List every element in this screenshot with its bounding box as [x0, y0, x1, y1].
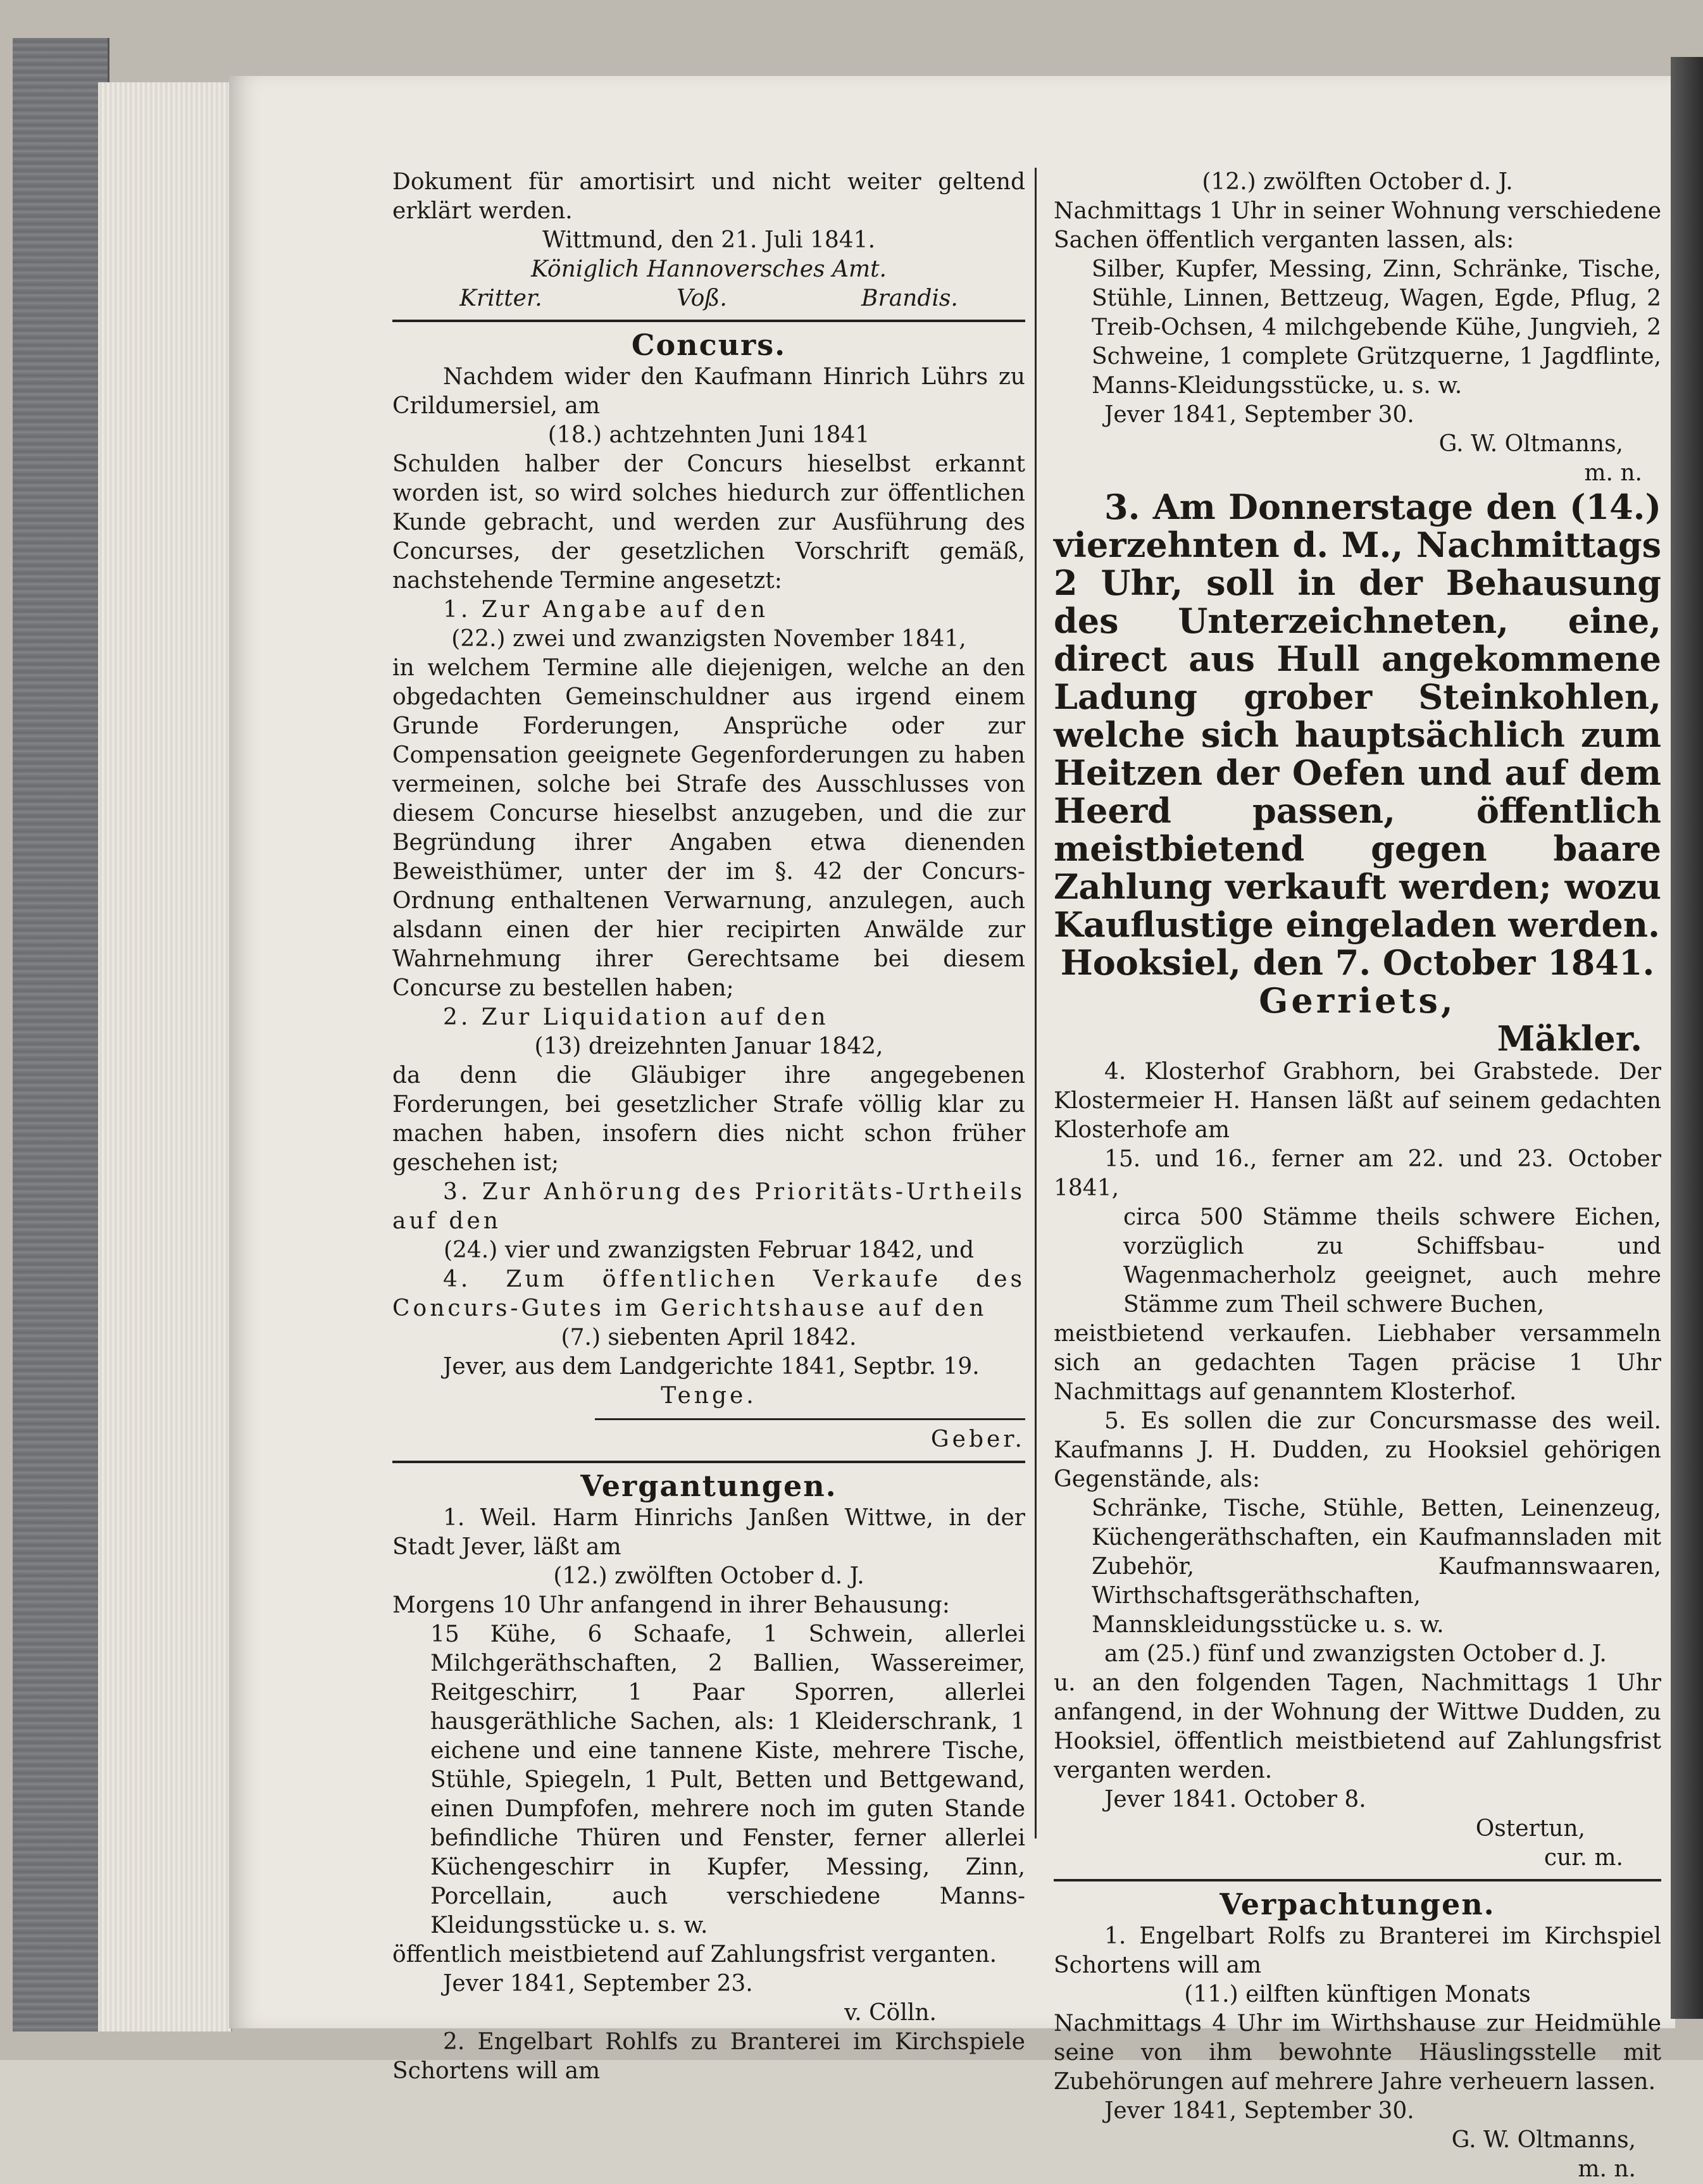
vergantung-5-intro: 5. Es sollen die zur Concursmasse des weil. Kaufmanns J. H. Dudden, zu Hooksiel gehörigen Gegenstände, als: [1054, 1408, 1661, 1492]
page-stack-edge [98, 82, 232, 2031]
vergantung-1-intro: 1. Weil. Harm Hinrichs Janßen Wittwe, in der Stadt Jever, läßt am [392, 1505, 1025, 1560]
vergantung-3-sign: Gerriets, [1259, 980, 1456, 1021]
term-1-date: (22.) zwei und zwanzigsten November 1841, [451, 626, 966, 652]
vergantung-1-closing: öffentlich meistbietend auf Zahlungsfrist verganten. [392, 1942, 997, 1968]
column-divider [1035, 168, 1037, 1838]
vergantung-1-sign: v. Cölln. [844, 2000, 937, 2026]
vergantung-1-dateline: Jever 1841, September 23. [443, 1971, 753, 1997]
vergantung-2-goods: Silber, Kupfer, Messing, Zinn, Schränke, Tische, Stühle, Linnen, Bettzeug, Wagen, Egde, Pflug, 2 Treib-Ochsen, 4 milchgebende Kühe, Jungvieh, 2 Schweine, 1 complete Grützquerne, 1 Jagdflinte, Manns-Kleidungsstücke, u. s. w. [1092, 256, 1661, 399]
vergantung-4-closing: meistbietend verkaufen. Liebhaber versammeln sich an gedachten Tagen präcise 1 Uhr Nachmittags auf genanntem Klosterhof. [1054, 1321, 1661, 1405]
vergantung-2-sign: G. W. Oltmanns, [1438, 431, 1623, 457]
verpachtung-1-text: Nachmittags 4 Uhr im Wirthshause zur Heidmühle seine von ihm bewohnte Häuslingsstelle mit Zubehörungen auf mehrere Jahre verheuern lassen. [1054, 2011, 1661, 2095]
date-place: Wittmund, den 21. Juli 1841. [542, 227, 876, 253]
verpachtung-1-date: (11.) eilften künftigen Monats [1184, 1981, 1531, 2007]
term-3-title: 3. Zur Anhörung des Prioritäts-Urtheils auf den [392, 1179, 1025, 1234]
signature-row [392, 284, 1025, 313]
left-column [392, 168, 1025, 2086]
vergantung-4-dates: 15. und 16., ferner am 22. und 23. October 1841, [1054, 1146, 1661, 1201]
concurs-date: (18.) achtzehnten Juni 1841 [547, 422, 870, 448]
signature: Kritter. [459, 285, 542, 311]
vergantung-2-dateline: Jever 1841, September 30. [1104, 402, 1414, 428]
section-heading-vergantungen: Vergantungen. [580, 1469, 837, 1503]
section-divider [392, 1461, 1025, 1463]
concurs-intro: Nachdem wider den Kaufmann Hinrich Lührs zu Crildumersiel, am [392, 364, 1025, 419]
vergantung-4-goods: circa 500 Stämme theils schwere Eichen, vorzüglich zu Schiffsbau- und Wagenmacherholz geeignet, auch mehre Stämme zum Theil schwere Buchen, [1123, 1204, 1661, 1318]
vergantung-3-dateline: Hooksiel, den 7. October 1841. [1060, 942, 1655, 983]
verpachtung-1-sign: G. W. Oltmanns, [1451, 2127, 1636, 2153]
vergantung-4-intro: 4. Klosterhof Grabhorn, bei Grabstede. Der Klostermeier H. Hansen läßt auf seinem gedachten Klosterhofe am [1054, 1059, 1661, 1143]
verpachtung-1-intro: 1. Engelbart Rolfs zu Branterei im Kirchspiel Schortens will am [1054, 1923, 1661, 1978]
verpachtung-1-dateline: Jever 1841, September 30. [1104, 2098, 1414, 2124]
vergantung-2-date: (12.) zwölften October d. J. [1202, 169, 1513, 195]
term-2-text: da denn die Gläubiger ihre angegebenen Forderungen, bei gesetzlicher Strafe völlig klar zu machen haben, insofern dies nicht schon früher geschehen ist; [392, 1063, 1025, 1176]
signature-line [595, 1418, 1025, 1420]
right-column [1054, 168, 1661, 2184]
vergantung-2-intro: 2. Engelbart Rohlfs zu Branterei im Kirchspiele Schortens will am [392, 2029, 1025, 2084]
section-divider [1054, 1879, 1661, 1881]
vergantung-5-sign-title: cur. m. [1544, 1845, 1623, 1871]
vergantung-2-sign-title: m. n. [1584, 460, 1642, 486]
vergantung-1-goods: 15 Kühe, 6 Schaafe, 1 Schwein, allerlei Milchgeräthschaften, 2 Ballien, Wassereimer, Reitgeschirr, 1 Paar Sporren, allerlei hausgeräthliche Sachen, als: 1 Kleiderschrank, 1 eichene und eine tannene Kiste, mehrere Tische, Stühle, Spiegeln, 1 Pult, Betten und Bettgewand, einen Dumpfofen, mehrere noch im guten Stande befindliche Thüren und Fenster, ferner allerlei Küchengeschirr in Kupfer, Messing, Zinn, Porcellain, auch verschiedene Manns-Kleidungsstücke u. s. w. [430, 1621, 1025, 1938]
vergantung-3-text: 3. Am Donnerstage den (14.) vierzehnten d. M., Nachmittags 2 Uhr, soll in der Behausung des Unterzeichneten, eine, direct aus Hull angekommene Ladung grober Steinkohlen, welche sich hauptsächlich zum Heitzen der Oefen und auf dem Heerd passen, öffentlich meistbietend gegen baare Zahlung verkauft werden; wozu Kauflustige eingeladen werden. [1054, 487, 1661, 945]
concurs-sign-2: Geber. [930, 1426, 1025, 1452]
next-page-edge [1671, 57, 1703, 2019]
term-4-date: (7.) siebenten April 1842. [561, 1325, 857, 1351]
intro-text: Dokument für amortisirt und nicht weiter geltend erklärt werden. [392, 169, 1025, 224]
signature: Voß. [676, 285, 727, 311]
concurs-closing: Jever, aus dem Landgerichte 1841, Septbr. 19. [443, 1354, 980, 1380]
vergantung-5-sign: Ostertun, [1475, 1816, 1585, 1842]
term-1-title: 1. Zur Angabe auf den [443, 597, 769, 623]
book-cover-edge [13, 38, 109, 2031]
vergantung-5-goods: Schränke, Tische, Stühle, Betten, Leinenzeug, Küchengeräthschaften, ein Kaufmannsladen mit Zubehör, Kaufmannswaaren, Wirthschaftsgeräthschaften, Mannskleidungsstücke u. s. w. [1092, 1495, 1661, 1638]
term-2-date: (13) dreizehnten Januar 1842, [534, 1033, 883, 1059]
verpachtung-1-sign-title: m. n. [1578, 2156, 1636, 2182]
vergantung-2-text: Nachmittags 1 Uhr in seiner Wohnung verschiedene Sachen öffentlich verganten lassen, als: [1054, 198, 1661, 253]
vergantung-5-dateline: Jever 1841. October 8. [1104, 1787, 1366, 1813]
concurs-sign-1: Tenge. [661, 1383, 757, 1409]
term-1-text: in welchem Termine alle diejenigen, welche an den obgedachten Gemeinschuldner aus irgend einem Grunde Forderungen, Ansprüche oder zur Compensation geeignete Gegenforderungen zu haben vermeinen, solche bei Strafe des Ausschlusses von diesem Concurse hieselbst anzugeben, und die zur Begründung ihrer Angaben etwa dienenden Beweisthümer, unter der im §. 42 der Concurs-Ordnung enthaltenen Verwarnung, anzulegen, auch alsdann einen der hier recipirten Anwälde zur Wahrnehmung ihrer Gerechtsame bei diesem Concurse zu bestellen haben; [392, 655, 1025, 1001]
term-2-title: 2. Zur Liquidation auf den [443, 1004, 829, 1030]
vergantung-1-date: (12.) zwölften October d. J. [553, 1563, 864, 1589]
authority: Königlich Hannoversches Amt. [530, 256, 887, 282]
vergantung-1-time: Morgens 10 Uhr anfangend in ihrer Behausung: [392, 1592, 950, 1618]
section-heading-verpachtungen: Verpachtungen. [1220, 1887, 1495, 1921]
concurs-body: Schulden halber der Concurs hieselbst erkannt worden ist, so wird solches hiedurch zur öffentlichen Kunde gebracht, und werden zur Ausführung des Concurses, der gesetzlichen Vorschrift gemäß, nachstehende Termine angesetzt: [392, 451, 1025, 594]
section-heading-concurs: Concurs. [631, 328, 787, 362]
section-divider [392, 320, 1025, 322]
term-4-title: 4. Zum öffentlichen Verkaufe des Concurs-Gutes im Gerichtshause auf den [392, 1266, 1025, 1321]
term-3-date: (24.) vier und zwanzigsten Februar 1842, und [443, 1237, 975, 1263]
vergantung-5-text: u. an den folgenden Tagen, Nachmittags 1 Uhr anfangend, in der Wohnung der Wittwe Dudden, zu Hooksiel, öffentlich meistbietend auf Zahlungsfrist verganten werden. [1054, 1670, 1661, 1783]
vergantung-5-date: am (25.) fünf und zwanzigsten October d. J. [1104, 1641, 1607, 1667]
signature: Brandis. [861, 285, 958, 311]
vergantung-3-sign-title: Mäkler. [1497, 1018, 1642, 1059]
